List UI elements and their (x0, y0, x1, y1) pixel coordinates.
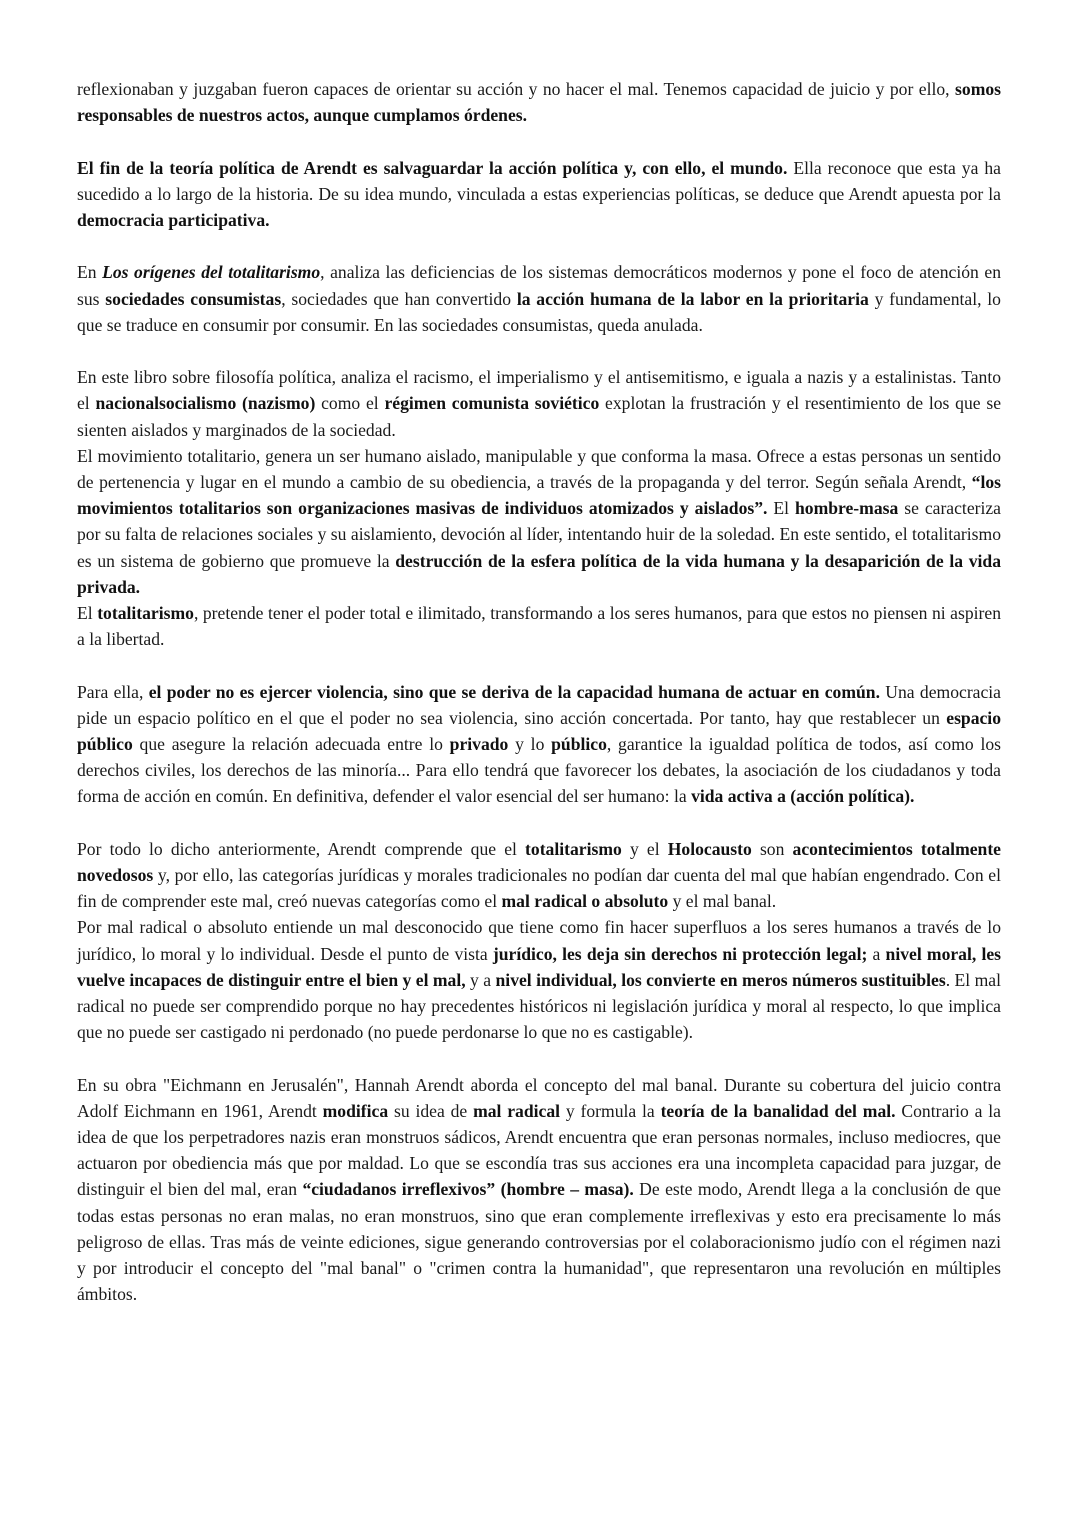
text-run: y, por ello, las categorías jurídicas y morales tradicionales no podían dar cuenta del mal que habían engendrado. Con el fin de comprender este mal, creó nuevas categorías como el (77, 865, 1001, 912)
text-run: que asegure la relación adecuada entre lo (132, 734, 450, 755)
text-run: , pretende tener el poder total e ilimitado, transformando a los seres humanos, para que estos no piensen ni aspiren a la libertad. (77, 603, 1001, 650)
bold-run: el poder no es ejercer violencia, sino que se deriva de la capacidad humana de actuar en común. (148, 681, 880, 702)
emphasis-text: Los orígenes del totalitarismo (102, 262, 321, 283)
bold-run: nivel individual, los convierte en meros números sustituibles (495, 969, 946, 990)
bold-run: la acción humana de la labor en la prioritaria (516, 288, 869, 309)
text-run: reflexionaban y juzgaban fueron capaces de orientar su acción y no hacer el mal. Tenemos capacidad de juicio y por ello, (77, 79, 956, 99)
paragraph-p4c (77, 600, 1001, 652)
text-run: Para ella, (77, 681, 149, 702)
bold-run: nivel moral, les vuelve incapaces de distinguir entre el bien y el mal, (77, 943, 1002, 990)
bold-run: democracia participativa. (77, 210, 270, 230)
text-run: Una democracia pide un espacio político en el que el poder no sea violencia, sino acción concertada. Por tanto, hay que restablecer un (77, 681, 1001, 728)
document-page (77, 76, 1001, 1334)
text-run: , sociedades que han convertido (281, 288, 517, 309)
paragraph-p4a (77, 364, 1001, 443)
text-run: . El mal radical no puede ser comprendido porque no hay precedentes históricos ni legislación jurídica y moral al respecto, lo que implica que no puede ser castigado ni perdonado (no puede perdonarse lo que no es castigable). (77, 969, 1001, 1043)
paragraph-p7 (77, 1072, 1001, 1308)
text-run: En (77, 262, 103, 283)
text-run: se caracteriza por su falta de relaciones sociales y su aislamiento, devoción al líder, intentando huir de la soledad. En este sentido, el totalitarismo es un sistema de gobierno que promueve la (77, 498, 1001, 571)
paragraph-p2 (77, 155, 1001, 234)
bold-run: régimen comunista soviético (384, 393, 600, 414)
paragraph-p6a (77, 836, 1001, 915)
bold-run: jurídico, les deja sin derechos ni protección legal; (492, 943, 868, 964)
text-run: explotan la frustración y el resentimiento de los que se sienten aislados y marginados de la sociedad. (77, 393, 1002, 440)
text-run: De este modo, Arendt llega a la conclusión de que todas estas personas no eran malas, no eran monstruos, sino que eran complemente irreflexivas y esto era precisamente lo más peligroso de ellas. Tras más de veinte ediciones, sigue generando controversias por el colaboracionismo judío con el régimen nazi y por introducir el concepto del "mal banal" o "crimen contra la humanidad", que representaron una revolución en múltiples ámbitos. (77, 1179, 1001, 1305)
paragraph-p3 (77, 259, 1001, 338)
paragraph-p1 (77, 76, 1001, 128)
bold-run: teoría de la banalidad del mal. (660, 1100, 896, 1121)
paragraph-p5 (77, 679, 1001, 810)
bold-run: totalitarismo (97, 603, 194, 624)
bold-run: modifica (322, 1100, 389, 1121)
text-run: En este libro sobre filosofía política, analiza el racismo, el imperialismo y el antisemitismo, e iguala a nazis y a estalinistas. Tanto el (77, 367, 1001, 414)
bold-run: totalitarismo (525, 838, 622, 859)
bold-italic-run (102, 262, 320, 282)
bold-run: hombre-masa (794, 498, 899, 519)
text-run: , garantice la igualdad política de todos, así como los derechos civiles, los derechos de las minoría... Para ello tendrá que favorecer los debates, la asociación de los ciudadanos y toda forma de acción en común. En definitiva, defender el valor esencial del ser humano: la (77, 734, 1002, 807)
text-run: , analiza las deficiencias de los sistemas democráticos modernos y pone el foco de atención en sus (77, 262, 1001, 309)
text-run: y el (621, 838, 668, 859)
bold-run: destrucción de la esfera política de la vida humana y la desaparición de la vida privada. (77, 550, 1002, 597)
bold-run: El fin de la teoría política de Arendt es salvaguardar la acción política y, con ello, el mundo. (77, 157, 788, 178)
paragraph-p6b (77, 914, 1001, 1045)
bold-run: vida activa a (acción política). (691, 786, 915, 807)
bold-run: Holocausto (667, 838, 752, 859)
text-run: y lo (508, 734, 552, 755)
text-run: Por mal radical o absoluto entiende un mal desconocido que tiene como fin hacer superfluos a los seres humanos a través de lo jurídico, lo moral y lo individual. Desde el punto de vista (77, 917, 1001, 964)
paragraph-p4b (77, 443, 1001, 600)
text-run: Por todo lo dicho anteriormente, Arendt comprende que el (77, 838, 526, 859)
text-run: y fundamental, lo que se traduce en consumir por consumir. En las sociedades consumistas, queda anulada. (77, 288, 1001, 335)
text-run: Contrario a la idea de que los perpetradores nazis eran monstruos sádicos, Arendt encuentra que eran personas normales, incluso mediocres, que actuaron por obediencia más que por maldad. Lo que se escondía tras sus acciones era una incompleta capacidad para juzgar, de distinguir el bien del mal, eran (77, 1100, 1001, 1200)
bold-run: mal radical (473, 1100, 561, 1121)
text-run: a (867, 943, 886, 964)
bold-run: “los movimientos totalitarios son organizaciones masivas de individuos atomizados y aislados”. (77, 472, 1001, 519)
bold-run: “ciudadanos irreflexivos” (hombre – masa). (302, 1179, 634, 1200)
text-run: su idea de (388, 1100, 474, 1121)
text-run: y formula la (560, 1100, 661, 1121)
bold-run: nacionalsocialismo (nazismo) (95, 393, 316, 414)
bold-run: privado (449, 734, 509, 755)
bold-run: espacio público (77, 707, 1001, 755)
text-run: son (751, 838, 793, 859)
bold-run: público (551, 734, 607, 755)
text-run: El (767, 498, 795, 519)
text-run: y el mal banal. (668, 891, 777, 912)
bold-run: acontecimientos totalmente novedosos (77, 838, 1001, 886)
text-run: En su obra "Eichmann en Jerusalén", Hannah Arendt aborda el concepto del mal banal. Durante su cobertura del juicio contra Adolf Eichmann en 1961, Arendt (77, 1074, 1001, 1121)
bold-run: mal radical o absoluto (501, 891, 669, 912)
text-run: Ella reconoce que esta ya ha sucedido a lo largo de la historia. De su idea mundo, vinculada a estas experiencias políticas, se deduce que Arendt apuesta por la (77, 157, 1001, 204)
text-run: y a (465, 969, 496, 990)
text-run: El movimiento totalitario, genera un ser humano aislado, manipulable y que conforma la masa. Ofrece a estas personas un sentido de pertenencia y lugar en el mundo a cambio de su obediencia, a través de la propaganda y del terror. Según señala Arendt, (77, 445, 1001, 492)
text-run: como el (315, 393, 385, 414)
bold-run: somos responsables de nuestros actos, aunque cumplamos órdenes. (77, 79, 1001, 126)
text-run: El (77, 603, 98, 624)
bold-run: sociedades consumistas (105, 288, 282, 309)
